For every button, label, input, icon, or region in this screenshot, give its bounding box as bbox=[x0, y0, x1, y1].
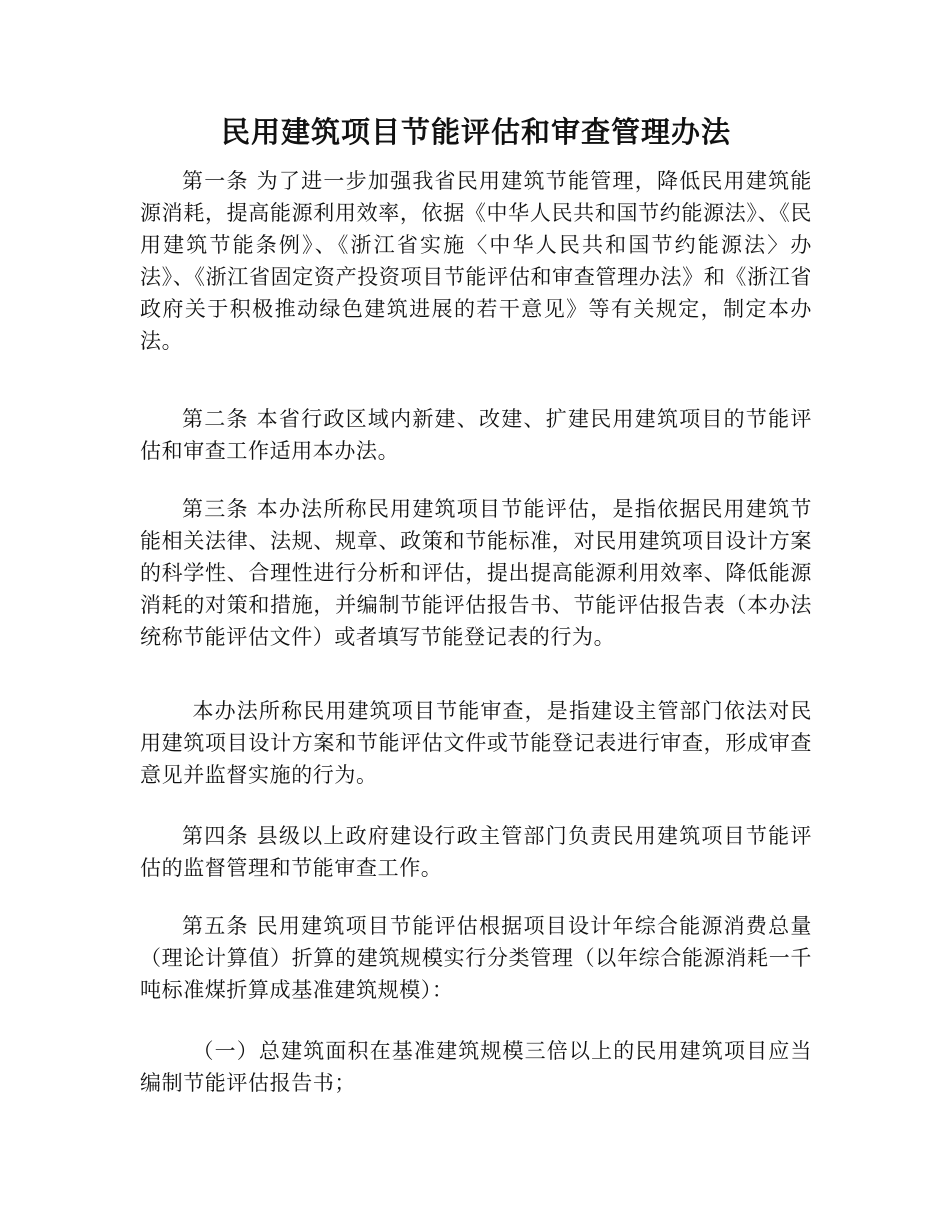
article-5-paragraph: 第五条 民用建筑项目节能评估根据项目设计年综合能源消费总量（理论计算值）折算的建筑规模实行分类管理（以年综合能源消耗一千吨标准煤折算成基准建筑规模）： bbox=[140, 914, 812, 1002]
article-3-paragraph: 第三条 本办法所称民用建筑项目节能评估，是指依据民用建筑节能相关法律、法规、规章、政策和节能标准，对民用建筑项目设计方案的科学性、合理性进行分析和评估，提出提高能源利用效率、降低能源消耗的对策和措施，并编制节能评估报告书、节能评估报告表（本办法统称节能评估文件）或者填写节能登记表的行为。 bbox=[140, 497, 812, 649]
article-2-paragraph: 第二条 本省行政区域内新建、改建、扩建民用建筑项目的节能评估和审查工作适用本办法。 bbox=[140, 407, 812, 463]
article-4-paragraph: 第四条 县级以上政府建设行政主管部门负责民用建筑项目节能评估的监督管理和节能审查工作。 bbox=[140, 824, 812, 880]
article-1-paragraph: 第一条 为了进一步加强我省民用建筑节能管理，降低民用建筑能源消耗，提高能源利用效率，依据《中华人民共和国节约能源法》、《民用建筑节能条例》、《浙江省实施〈中华人民共和国节约能源法〉办法》、《浙江省固定资产投资项目节能评估和审查管理办法》和《浙江省政府关于积极推动绿色建筑进展的若干意见》等有关规定，制定本办法。 bbox=[140, 169, 812, 353]
article-5-item-1: （一）总建筑面积在基准建筑规模三倍以上的民用建筑项目应当编制节能评估报告书； bbox=[140, 1039, 812, 1095]
article-3-second-paragraph: 本办法所称民用建筑项目节能审查，是指建设主管部门依法对民用建筑项目设计方案和节能评估文件或节能登记表进行审查，形成审查意见并监督实施的行为。 bbox=[140, 699, 812, 787]
document-title: 民用建筑项目节能评估和审查管理办法 bbox=[220, 115, 731, 149]
